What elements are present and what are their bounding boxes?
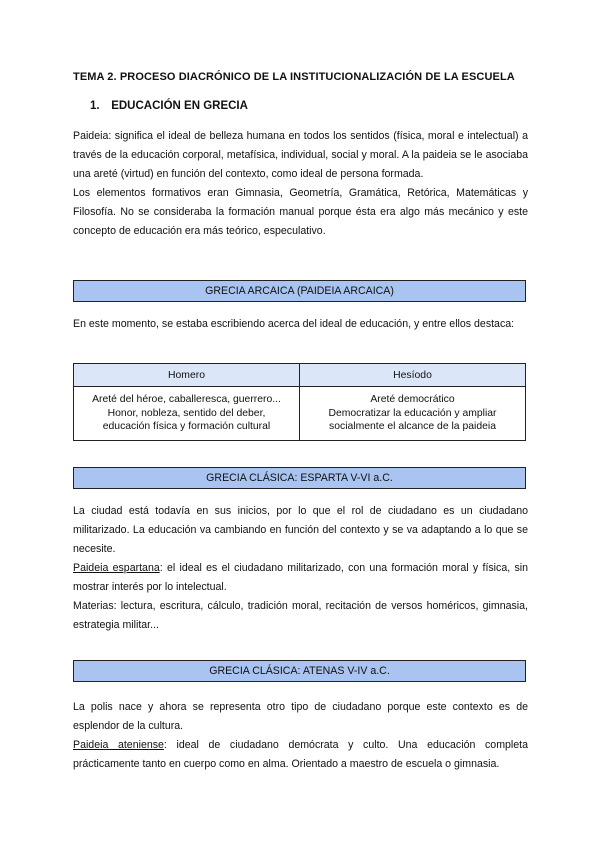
- archaic-text: [73, 316, 528, 332]
- hesiodo-line: Democratizar la educación y ampliar: [328, 407, 497, 419]
- athens-paragraph-paideia: [73, 736, 528, 774]
- athens-paragraph-polis: La polis nace y ahora se representa otro tipo de ciudadano porque este contexto es de esplendor de la cultura.: [73, 701, 528, 732]
- table-header-hesiodo: Hesíodo: [300, 364, 526, 387]
- archaic-paragraph: En este momento, se estaba escribiendo acerca del ideal de educación, y entre ellos destaca:: [73, 318, 515, 330]
- banner-archaic-greece: GRECIA ARCAICA (PAIDEIA ARCAICA): [73, 280, 526, 302]
- athens-text: [73, 698, 528, 774]
- sparta-text: [73, 502, 528, 635]
- table-row: [74, 387, 526, 441]
- paideia-ateniense-definition: : ideal de ciudadano demócrata y culto. Una educación completa prácticamente tanto en cuerpo como en alma. Orientado a maestro de escuela o gimnasia.: [73, 739, 528, 770]
- section-number: 1.: [90, 100, 100, 112]
- paideia-ateniense-term: Paideia ateniense: [73, 739, 164, 751]
- archaic-authors-table: [73, 363, 526, 441]
- intro-text: [73, 127, 528, 241]
- banner-athens: GRECIA CLÁSICA: ATENAS V-IV a.C.: [73, 660, 526, 682]
- intro-paragraph-paideia: Paideia: significa el ideal de belleza humana en todos los sentidos (física, moral e intelectual) a través de la educación corporal, metafísica, individual, social y moral. A la paideia se le asociaba una areté (virtud) en función del contexto, como ideal de persona formada.: [73, 130, 528, 180]
- sparta-paragraph-subjects: Materias: lectura, escritura, cálculo, tradición moral, recitación de versos homéricos, gimnasia, estrategia militar...: [73, 600, 528, 631]
- paideia-espartana-term: Paideia espartana: [73, 562, 160, 574]
- banner-sparta: GRECIA CLÁSICA: ESPARTA V-VI a.C.: [73, 467, 526, 489]
- hesiodo-line: socialmente el alcance de la paideia: [329, 421, 496, 432]
- intro-paragraph-elements: Los elementos formativos eran Gimnasia, Geometría, Gramática, Retórica, Matemáticas y Filosofía. No se consideraba la formación manual porque ésta era algo más mecánico y este concepto de educación era más teórico, especulativo.: [73, 187, 528, 237]
- table-cell-hesiodo: [300, 387, 526, 441]
- paideia-espartana-definition: : el ideal es el ciudadano militarizado, con una formación moral y física, sin mostrar interés por lo intelectual.: [73, 562, 528, 593]
- table-header-homero: Homero: [74, 364, 300, 387]
- sparta-paragraph-paideia: [73, 559, 528, 597]
- section-heading: [90, 100, 248, 112]
- section-title: EDUCACIÓN EN GRECIA: [111, 100, 248, 112]
- table-header-row: [74, 364, 526, 387]
- document-title: TEMA 2. PROCESO DIACRÓNICO DE LA INSTITUCIONALIZACIÓN DE LA ESCUELA: [73, 71, 515, 83]
- sparta-paragraph-city: La ciudad está todavía en sus inicios, por lo que el rol de ciudadano es un ciudadano militarizado. La educación va cambiando en función del contexto y se va adaptando a lo que se necesite.: [73, 505, 528, 555]
- homero-line: Honor, nobleza, sentido del deber,: [107, 407, 266, 419]
- table-cell-homero: [74, 387, 300, 441]
- hesiodo-line: Areté democrático: [370, 394, 455, 405]
- homero-line: educación física y formación cultural: [102, 421, 271, 432]
- homero-line: Areté del héroe, caballeresca, guerrero...: [92, 394, 281, 405]
